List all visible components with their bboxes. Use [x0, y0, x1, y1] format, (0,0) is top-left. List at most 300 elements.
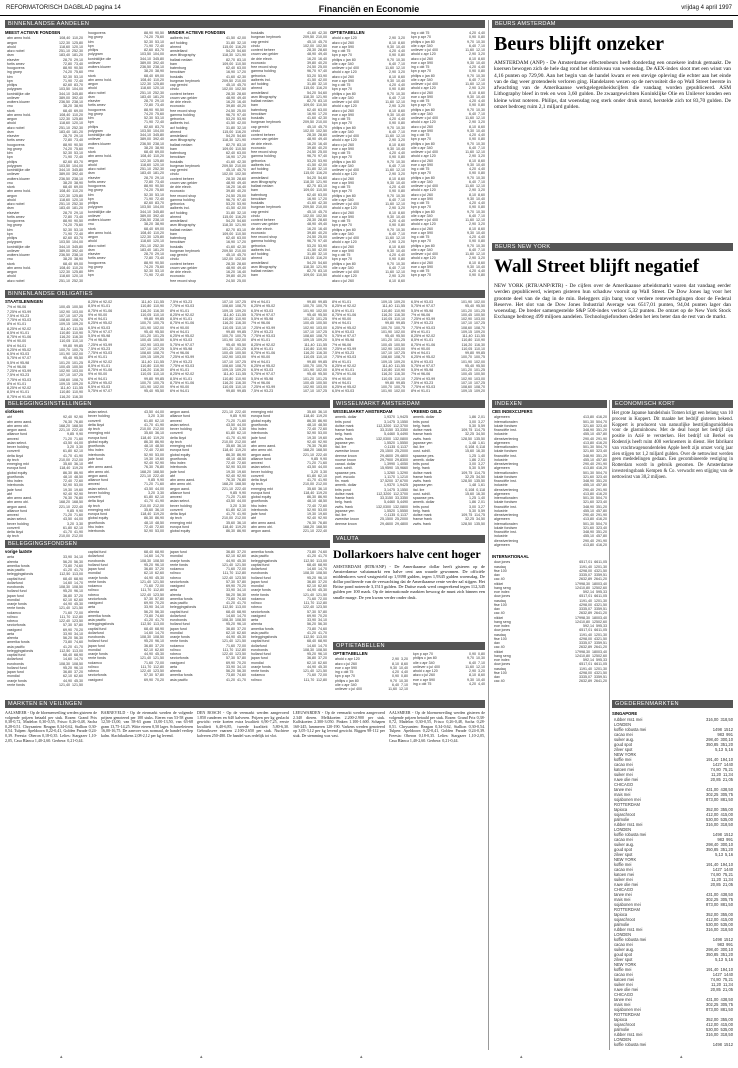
row-label: unilever c jul 400	[411, 116, 438, 120]
row-value: 110,80	[381, 308, 393, 313]
row-value: 4,20	[469, 99, 476, 103]
table-title: INTERNATIONAAL	[492, 554, 529, 559]
row-label: aeta	[170, 664, 177, 669]
row-value: 504,70	[596, 521, 607, 526]
row-value: 56,20	[307, 622, 316, 627]
row-value: 62,10	[74, 449, 83, 454]
row-value: 72,60	[318, 503, 327, 508]
row-value: 38,90	[74, 180, 83, 185]
print-marks	[0, 1054, 738, 1060]
row-label: groeifonds	[88, 444, 105, 448]
row-value: 351,20	[596, 428, 607, 432]
row-value: 16,40	[237, 270, 246, 274]
row-label: zwits. frank	[335, 504, 353, 509]
row-label: 7,5% nl 93-23	[7, 373, 30, 378]
row-value: 116,30	[153, 308, 164, 313]
row-value: 53,00	[237, 465, 246, 470]
row-label: kpn p apr 70	[332, 223, 352, 228]
row-value: 6611,05	[594, 560, 607, 565]
row-value: 8,60	[478, 56, 485, 61]
row-value: 41,70	[63, 530, 72, 534]
row-label: 7% nl 96-06	[88, 338, 108, 343]
row-value: 355,00	[720, 1017, 733, 1022]
row-label: akzo c jul 260	[411, 124, 433, 129]
row-label: burgman heybroek	[251, 205, 281, 210]
row-value: 348,90	[583, 453, 594, 458]
row-value: 11,20	[711, 772, 722, 777]
row-value: 37,20	[237, 550, 246, 554]
row-value: 183,40	[59, 129, 70, 134]
row-value: 348,90	[583, 428, 594, 432]
row-value: 95,40	[144, 329, 153, 334]
row-value: 41,70	[63, 453, 72, 458]
row-value: 118,60	[59, 274, 70, 279]
row-label: amvest	[88, 482, 100, 487]
row-label: dp tech	[7, 534, 19, 539]
row-label: nikkei	[494, 581, 504, 586]
row-label: amvest	[251, 461, 263, 465]
row-value: 8,10	[389, 40, 396, 45]
row-value: 7,10	[478, 111, 485, 116]
row-value: 2632,89	[579, 611, 592, 616]
row-label: groeifonds	[7, 474, 24, 479]
row-label: ballast nedam	[170, 142, 193, 147]
row-value: 54,60	[318, 260, 327, 265]
row-label: koffie robusta mei	[614, 727, 647, 732]
row-value: 2,01	[478, 415, 485, 420]
row-value: 72,40	[155, 196, 164, 201]
row-value: 2,90	[469, 52, 476, 57]
row-label: ahold	[7, 274, 16, 279]
row-value: 68,40	[63, 576, 72, 581]
row-value: 101,25	[153, 334, 164, 338]
row-value: 16,20	[307, 141, 316, 146]
row-value: 16,40	[237, 100, 246, 104]
row-label: 8% nl 91-01	[170, 308, 190, 313]
row-label: katoen mei	[614, 767, 635, 772]
row-value: 29,4600	[380, 521, 393, 526]
row-value: 10,40	[396, 78, 405, 83]
row-label: aegon aand.	[251, 452, 271, 457]
row-value: 83,70	[74, 83, 83, 87]
row-value: 15,9590	[380, 466, 393, 471]
row-label: burgman heybroek	[251, 35, 281, 40]
row-label: kpn p apr 70	[411, 171, 431, 176]
row-value: 90,50	[155, 107, 164, 112]
row-value: 45,30	[318, 588, 327, 593]
row-value: 28,30	[226, 261, 235, 266]
row-label: dsm	[7, 129, 14, 134]
row-label: jade fund	[7, 487, 22, 492]
table-actieve-fondsen	[5, 31, 83, 281]
row-label: ftse 100	[494, 670, 507, 675]
row-value: 41,70	[318, 554, 327, 559]
row-label: 6,25% nl 95-02	[251, 363, 276, 368]
row-value: 5,13	[715, 747, 724, 752]
row-value: 121,40	[59, 682, 70, 687]
row-value: 92,90	[74, 415, 83, 420]
row-value: 49,40	[237, 180, 246, 185]
row-value: 0,80	[478, 69, 485, 74]
row-value: 75,60	[155, 111, 164, 116]
row-value: 71,20	[63, 436, 72, 441]
row-value: 122,40	[59, 619, 70, 623]
row-value: 0,80	[478, 35, 485, 40]
row-label: eurobonds	[7, 585, 24, 589]
row-value: 16,30	[476, 491, 485, 496]
row-label: ing c okt 75	[411, 65, 430, 69]
row-value: 68,40	[144, 550, 153, 554]
row-value: 108,60	[59, 377, 70, 382]
row-value: 73,40	[155, 179, 164, 184]
row-value: 96,10	[74, 665, 83, 670]
row-value: 33,3350	[395, 428, 408, 432]
row-value: 344,10	[59, 168, 70, 172]
row-value: 108,60	[222, 363, 233, 368]
row-value: 3359,51	[594, 573, 607, 577]
row-label: polygram	[88, 128, 103, 133]
row-value: 21,05	[722, 987, 733, 992]
row-value: 438,50	[720, 787, 733, 792]
row-label: 7,5% nl 93-23	[170, 300, 193, 304]
table-title: VREEMD GELD	[411, 409, 442, 414]
row-label: ruwe olie mei	[614, 987, 639, 992]
row-label: goud spot	[614, 952, 632, 957]
row-value: 412,00	[705, 1022, 719, 1027]
row-value: 392,40	[72, 172, 83, 177]
row-value: 109,00	[303, 103, 315, 108]
row-value: 25,00	[318, 150, 327, 154]
row-value: 4,20	[389, 151, 396, 155]
row-value: 118,60	[59, 121, 70, 126]
row-value: 41,20	[63, 568, 72, 572]
row-value: 44,00	[74, 517, 83, 522]
row-value: 10,40	[476, 162, 485, 167]
row-value: 63,00	[237, 66, 246, 70]
row-label: akzo c jul 260	[411, 90, 433, 95]
row-label: kpn	[7, 231, 13, 236]
row-label: delta lloyd	[170, 512, 187, 516]
row-label: klm	[7, 227, 13, 232]
row-label: dp tech	[170, 439, 182, 444]
row-label: nikkei	[494, 615, 504, 620]
row-value: 29,10	[155, 175, 164, 180]
row-value: 72,40	[155, 43, 164, 48]
row-value: 52,30	[144, 269, 153, 273]
row-value: 168,50	[235, 482, 246, 487]
row-label: olie c apr 340	[411, 145, 433, 150]
row-label: 7% nl 96-06	[411, 372, 431, 377]
row-value: 10,40	[476, 60, 485, 65]
row-value: 0,118	[476, 487, 485, 492]
row-value: 119,20	[316, 490, 327, 495]
row-value: 11,60	[465, 252, 474, 256]
row-value: 73,80	[63, 563, 72, 568]
row-value: 32,10	[237, 210, 246, 215]
row-value: 70,20	[155, 601, 164, 605]
row-label: internationalen	[494, 445, 518, 449]
row-label: ital. lire	[335, 445, 347, 449]
row-value: 102,50	[235, 257, 246, 262]
row-value: 116,30	[474, 342, 485, 347]
section-markten: MARKTEN EN VEILINGEN	[5, 700, 485, 708]
row-label: 6% nl 94-01	[88, 376, 108, 381]
row-value: 95,20	[307, 575, 316, 580]
row-value: 109,00	[303, 273, 315, 278]
row-value: 10,40	[396, 248, 405, 253]
row-value: 75,60	[74, 146, 83, 151]
row-value: 41,90	[237, 435, 246, 440]
row-label: robeco	[7, 619, 18, 623]
row-value: 9,90	[239, 490, 246, 495]
row-value: 41,70	[74, 568, 83, 572]
row-value: 52,90	[63, 483, 72, 488]
row-label: interbonds	[7, 483, 24, 488]
row-label: dienstverlening	[494, 436, 519, 441]
article-wallstreet	[492, 253, 733, 393]
row-value: 6,40	[469, 111, 476, 116]
row-value: 181,20	[153, 247, 164, 252]
row-label: crown van gelder	[170, 180, 198, 185]
row-value: 413,80	[583, 466, 594, 471]
row-value: 72,80	[144, 179, 153, 184]
row-value: 38,90	[155, 222, 164, 227]
row-label: amerika fonds	[170, 596, 193, 601]
row-value: 252,30	[153, 167, 164, 171]
row-label: rolinco	[88, 588, 99, 593]
row-label: unilever	[7, 95, 20, 100]
row-value: 44,00	[237, 422, 246, 427]
row-label: sojaschroot	[614, 1022, 635, 1027]
row-label: content beheer	[170, 176, 194, 181]
row-value: 14,60	[144, 554, 153, 559]
row-label: 8,75% nl 91-06	[7, 394, 32, 399]
table-title: MEEST ACTIEVE FONDSEN	[5, 30, 61, 35]
row-value: 120,10	[72, 197, 83, 202]
row-value: 103,00	[72, 369, 83, 373]
row-label: philips	[7, 159, 18, 164]
row-value: 8,60	[398, 108, 405, 113]
row-label: hbu index	[251, 427, 267, 431]
row-value: 125,80	[153, 82, 164, 86]
row-value: 116,30	[235, 321, 246, 326]
row-value: 107,25	[474, 321, 485, 326]
section-beleggingsfondsen: BELEGGINGSFONDSEN	[5, 540, 330, 548]
row-label: 8,5% nl 91-01	[411, 338, 434, 343]
row-value: 12,10	[476, 252, 485, 256]
row-label: 8,25% nl 92-02	[170, 312, 195, 317]
row-value: 6517,01	[579, 662, 593, 667]
row-label: CHICAGO	[614, 782, 634, 787]
row-label: eoe c apr 590	[411, 196, 433, 201]
row-value: 6,40	[389, 197, 396, 202]
row-label: sectorfonds	[7, 623, 26, 628]
row-label: bever holding	[251, 469, 273, 474]
row-label: philips c jan 80	[332, 57, 356, 62]
row-value: 19,60	[237, 469, 246, 474]
row-value: 38,90	[74, 104, 83, 109]
row-value: 983	[717, 942, 725, 947]
row-value: 102,90	[222, 355, 233, 360]
row-value: 118,60	[59, 197, 70, 202]
row-value: 102,00	[394, 329, 405, 334]
row-value: 31,80	[307, 252, 316, 256]
row-value: 15,60	[465, 491, 474, 496]
row-value: 56,30	[74, 636, 83, 640]
row-value: 110,90	[72, 330, 83, 335]
row-label: sectorfonds	[251, 609, 270, 614]
row-value: 392,40	[72, 95, 83, 100]
row-value: 194,10	[720, 757, 733, 762]
row-value: 110,20	[72, 265, 83, 270]
row-label: polygram	[7, 240, 22, 245]
row-value: 83,10	[237, 142, 246, 147]
row-value: 63,00	[318, 192, 327, 197]
row-value: 12,10	[399, 687, 408, 691]
row-value: 99,85	[237, 389, 246, 394]
row-value: 9,70	[467, 141, 474, 146]
row-value: 113,00	[235, 605, 246, 610]
row-value: 323,40	[596, 423, 607, 428]
row-label: eurobonds	[251, 571, 268, 576]
row-value: 10,30	[476, 107, 485, 112]
row-value: 82,60	[63, 159, 72, 164]
row-label: de drie electr.	[170, 270, 192, 274]
row-value: 53,20	[307, 73, 316, 78]
row-value: 5,13	[715, 957, 724, 962]
row-label: dow jones	[494, 662, 511, 667]
row-value: 70,20	[237, 660, 246, 665]
row-value: 19,60	[155, 456, 164, 461]
row-label: aalberts ind.	[170, 121, 190, 126]
row-value: 212,00	[235, 516, 246, 521]
row-label: koffie robusta mei	[614, 832, 647, 837]
row-value: 168,20	[59, 500, 70, 505]
row-value: 109,20	[235, 368, 246, 372]
row-value: 16,20	[226, 100, 235, 104]
row-label: rodamco	[88, 584, 102, 588]
row-value: 12,10	[396, 202, 405, 206]
row-label: palmolie	[614, 817, 630, 822]
row-value: 43,50	[144, 486, 153, 491]
row-label: holland fund	[170, 622, 190, 627]
row-value: 501,30	[583, 419, 594, 424]
row-value: 110,05	[303, 355, 315, 360]
row-value: 183,40	[140, 247, 151, 252]
row-value: 8,10	[469, 158, 476, 163]
row-value: 102,00	[316, 368, 327, 372]
row-value: 168,50	[316, 524, 327, 529]
row-label: oranje fonds	[170, 558, 190, 563]
row-value: 8,60	[478, 260, 485, 265]
table-row	[492, 679, 607, 683]
row-label: philips	[88, 124, 99, 129]
row-value: 36,10	[318, 486, 327, 491]
row-value: 33,3350	[395, 496, 408, 500]
row-label: japan fund	[251, 579, 268, 584]
row-value: 7,10	[478, 179, 485, 184]
row-value: 10,30	[396, 57, 405, 62]
row-value: 82,70	[307, 99, 316, 103]
row-value: 3,20	[478, 52, 485, 57]
row-value: 5,30	[469, 508, 476, 513]
row-label: japanse yen	[413, 440, 433, 445]
row-value: 348,90	[583, 479, 594, 483]
row-value: 109,75	[461, 470, 473, 475]
row-value: 108,60	[303, 334, 314, 338]
row-value: 74,20	[63, 223, 72, 228]
row-label: 6,5% nl 93-03	[332, 329, 355, 334]
row-value: 102,50	[316, 213, 327, 218]
row-value: 4,20	[469, 269, 476, 273]
row-value: 0,80	[398, 87, 405, 92]
row-label: sojabonen mei	[614, 797, 641, 802]
row-value: 5,59	[478, 466, 485, 471]
row-value: 35,60	[144, 507, 153, 512]
row-label: aeta	[88, 605, 95, 610]
row-value: 99,80	[385, 380, 394, 385]
row-value: 2,90	[469, 256, 476, 261]
row-value: 18003,40	[592, 581, 607, 586]
row-label: cacao mei	[614, 942, 633, 947]
row-label: 9% nl 90-00	[88, 372, 108, 377]
row-label: 8% nl 91-01	[251, 338, 271, 343]
row-value: 316,00	[705, 1032, 719, 1037]
row-value: 32,10	[237, 125, 246, 130]
row-value: 6,40	[469, 179, 476, 184]
row-label: deense kroon	[335, 521, 357, 526]
row-value: 39,80	[307, 230, 316, 235]
row-value: 24,50	[307, 150, 316, 154]
row-label: abn amro obl.	[251, 524, 273, 529]
row-value: 0,90	[389, 189, 396, 194]
row-label: akzo nobel	[7, 125, 25, 130]
row-value: 48,90	[307, 137, 316, 142]
row-value: 210,00	[316, 120, 327, 125]
row-value: 3,20	[398, 36, 405, 41]
row-value: 118,40	[303, 490, 315, 495]
row-label: dollarfund	[7, 657, 23, 662]
row-label: rente fonds	[170, 639, 188, 644]
row-label: crown van gelder	[170, 95, 198, 100]
row-value: 183,40	[59, 206, 70, 211]
row-label: robeco	[251, 605, 262, 610]
row-label: 7,5% nl 93-23	[88, 346, 111, 351]
row-label: mondial	[7, 597, 20, 602]
row-value: 4,40	[398, 151, 405, 155]
row-label: 8% nl 91-01	[88, 355, 108, 360]
row-label: 6,25% nl 95-02	[411, 355, 436, 360]
row-value: 90,50	[155, 184, 164, 188]
row-label: akzo c jul 260	[332, 74, 354, 79]
row-label: kpn	[7, 78, 13, 83]
row-value: 298,40	[705, 842, 719, 847]
row-value: 3,20	[398, 138, 405, 143]
row-value: 221,10	[303, 452, 314, 457]
row-value: 111,40	[382, 304, 393, 309]
row-label: ahold c apr 120	[332, 70, 357, 75]
row-value: 3,20	[398, 172, 405, 177]
row-label: kpn	[88, 196, 94, 201]
row-value: 501,30	[583, 445, 594, 449]
row-label: hoogovens	[88, 260, 106, 265]
row-value: 68,40	[63, 653, 72, 657]
row-value: 41,50	[226, 206, 235, 211]
row-value: 107,25	[235, 300, 246, 304]
row-label: rente fonds	[7, 682, 25, 687]
row-value: 102,00	[303, 213, 314, 218]
row-label: dow jones	[494, 594, 511, 599]
